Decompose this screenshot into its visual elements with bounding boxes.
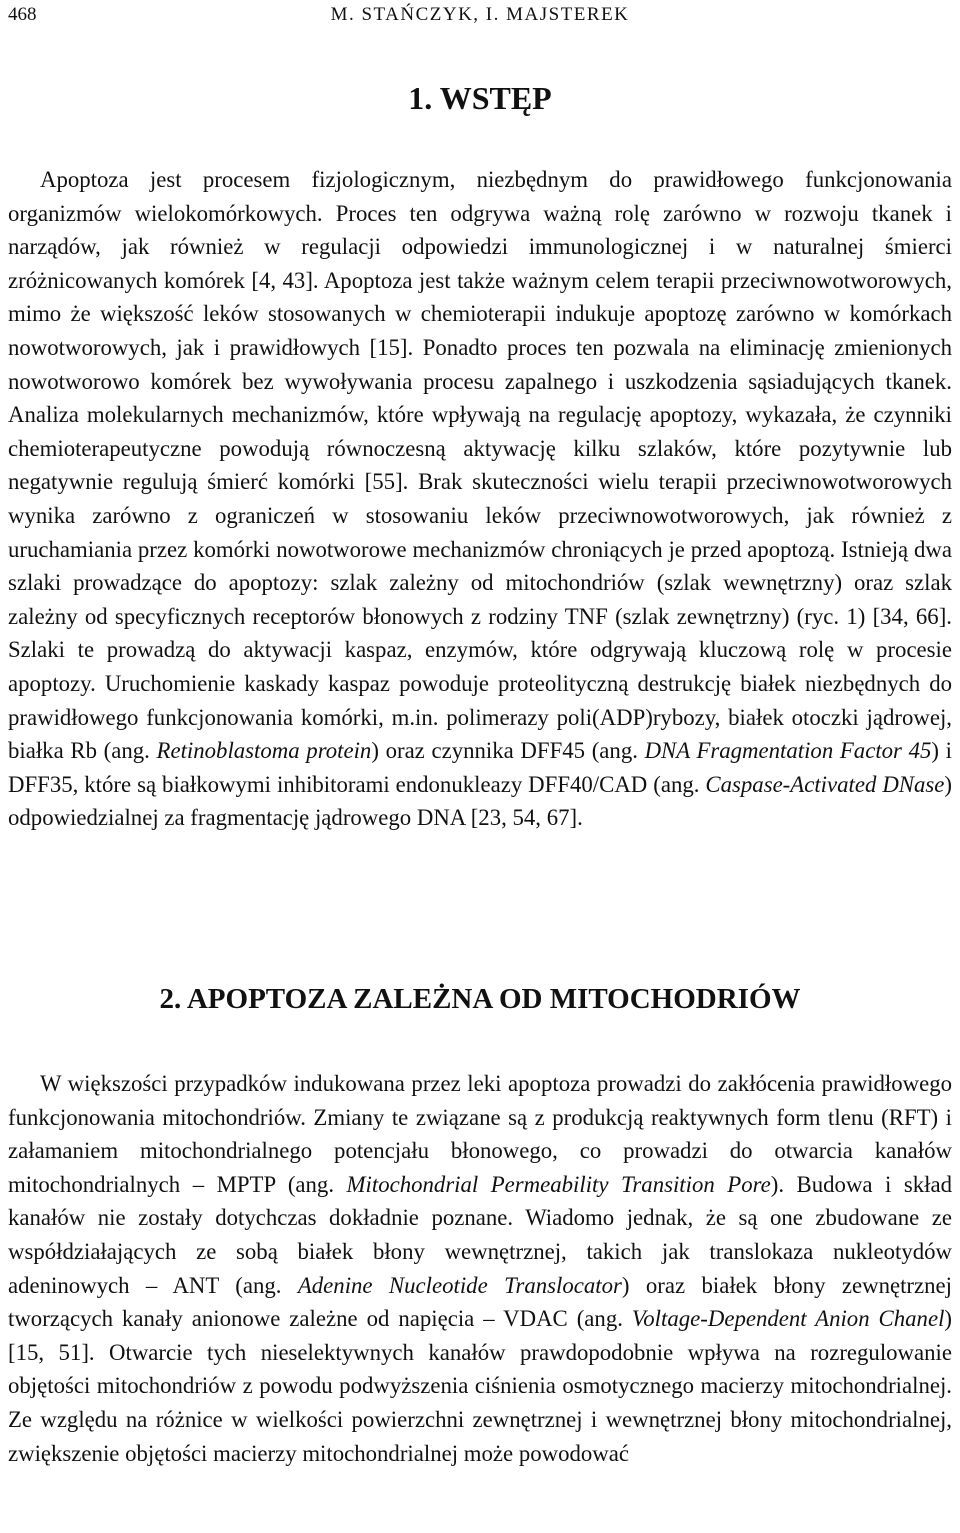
italic-term: Adenine Nucleotide Translocator xyxy=(297,1272,622,1298)
text-run: W większości przypadków indukowana przez leki apoptoza prowadzi do zakłócenia prawidłowego funkcjonowania mitochondriów. Zmiany te związane są z produkcją reaktywnych form tlenu (RFT) i załamaniem mitochondrialnego potencjału błonowego, co prowadzi do otwarcia kanałów mitochondrialnych – MPTP (ang. xyxy=(8,1071,952,1197)
section-heading-mitochondria: 2. APOPTOZA ZALEŻNA OD MITOCHODRIÓW xyxy=(159,983,801,1015)
italic-term: Mitochondrial Permeability Transition Pore xyxy=(346,1171,771,1197)
mitochondria-paragraph xyxy=(8,1067,952,1470)
italic-term: Caspase-Activated DNase xyxy=(705,771,945,797)
intro-paragraph xyxy=(8,163,952,835)
section-heading-intro: 1. WSTĘP xyxy=(408,80,552,116)
text-run: ). Budowa i skład kanałów nie zostały dotychczas dokładnie poznane. Wiadomo jednak, że są one zbudowane ze współdziałających ze sobą białek błony wewnętrznej, takich jak translokaza nukleotydów adeninowych – ANT (ang. xyxy=(8,1171,952,1298)
text-run: ) oraz białek błony zewnętrznej tworzących kanały anionowe zależne od napięcia – VDAC (ang. xyxy=(8,1272,952,1332)
running-head: M. STAŃCZYK, I. MAJSTEREK xyxy=(330,4,630,25)
text-run: ) oraz czynnika DFF45 (ang. xyxy=(371,738,645,764)
page-number: 468 xyxy=(8,4,37,25)
italic-term: Retinoblastoma protein xyxy=(156,738,372,764)
text-run: ) i DFF35, które są białkowymi inhibitorami endonukleazy DFF40/CAD (ang. xyxy=(8,738,953,797)
italic-term: DNA Fragmentation Factor 45 xyxy=(644,738,932,764)
italic-term: Voltage-Dependent Anion Chanel xyxy=(631,1306,945,1332)
text-run: ) odpowiedzialnej za fragmentację jądrowego DNA [23, 54, 67]. xyxy=(8,771,952,831)
text-run: Apoptoza jest procesem fizjologicznym, niezbędnym do prawidłowego funkcjonowania organizmów wielokomórkowych. Proces ten odgrywa ważną rolę zarówno w rozwoju tkanek i narządów, jak również w regulacji odpowiedzi immunologicznej i w naturalnej śmierci zróżnicowanych komórek [4, 43]. Apoptoza jest także ważnym celem terapii przeciwnowotworowych, mimo że większość leków stosowanych w chemioterapii indukuje apoptozę zarówno w komórkach nowotworowych, jak i prawidłowych [15]. Ponadto proces ten pozwala na eliminację zmienionych nowotworowo komórek bez wywoływania procesu zapalnego i uszkodzenia sąsiadujących tkanek. Analiza molekularnych mechanizmów, które wpływają na regulację apoptozy, wykazała, że czynniki chemioterapeutyczne powodują równoczesną aktywację kilku szlaków, które pozytywnie lub negatywnie regulują śmierć komórki [55]. Brak skuteczności wielu terapii przeciwnowotworowych wynika zarówno z ograniczeń w stosowaniu leków przeciwnowotworowych, jak również z uruchamiania przez komórki nowotworowe mechanizmów chroniących je przed apoptozą. Istnieją dwa szlaki prowadzące do apoptozy: szlak zależny od mitochondriów (szlak wewnętrzny) oraz szlak zależny od specyficznych receptorów błonowych z rodziny TNF (szlak zewnętrzny) (ryc. 1) [34, 66]. Szlaki te prowadzą do aktywacji kaspaz, enzymów, które odgrywają kluczową rolę w procesie apoptozy. Uruchomienie kaskady kaspaz powoduje proteolityczną destrukcję białek niezbędnych do prawidłowego funkcjonowania komórki, m.in. polimerazy poli(ADP)rybozy, białek otoczki jądrowej, białka Rb (ang. xyxy=(8,167,952,764)
page-header xyxy=(8,4,952,28)
text-run: ) [15, 51]. Otwarcie tych nieselektywnych kanałów prawdopodobnie wpływa na rozregulowanie objętości mitochondriów z powodu podwyższenia ciśnienia osmotycznego macierzy mitochondrialnej. Ze względu na różnice w wielkości powierzchni zewnętrznej i wewnętrznej błony mitochondrialnej, zwiększenie objętości macierzy mitochondrialnej może powodować xyxy=(8,1306,953,1466)
